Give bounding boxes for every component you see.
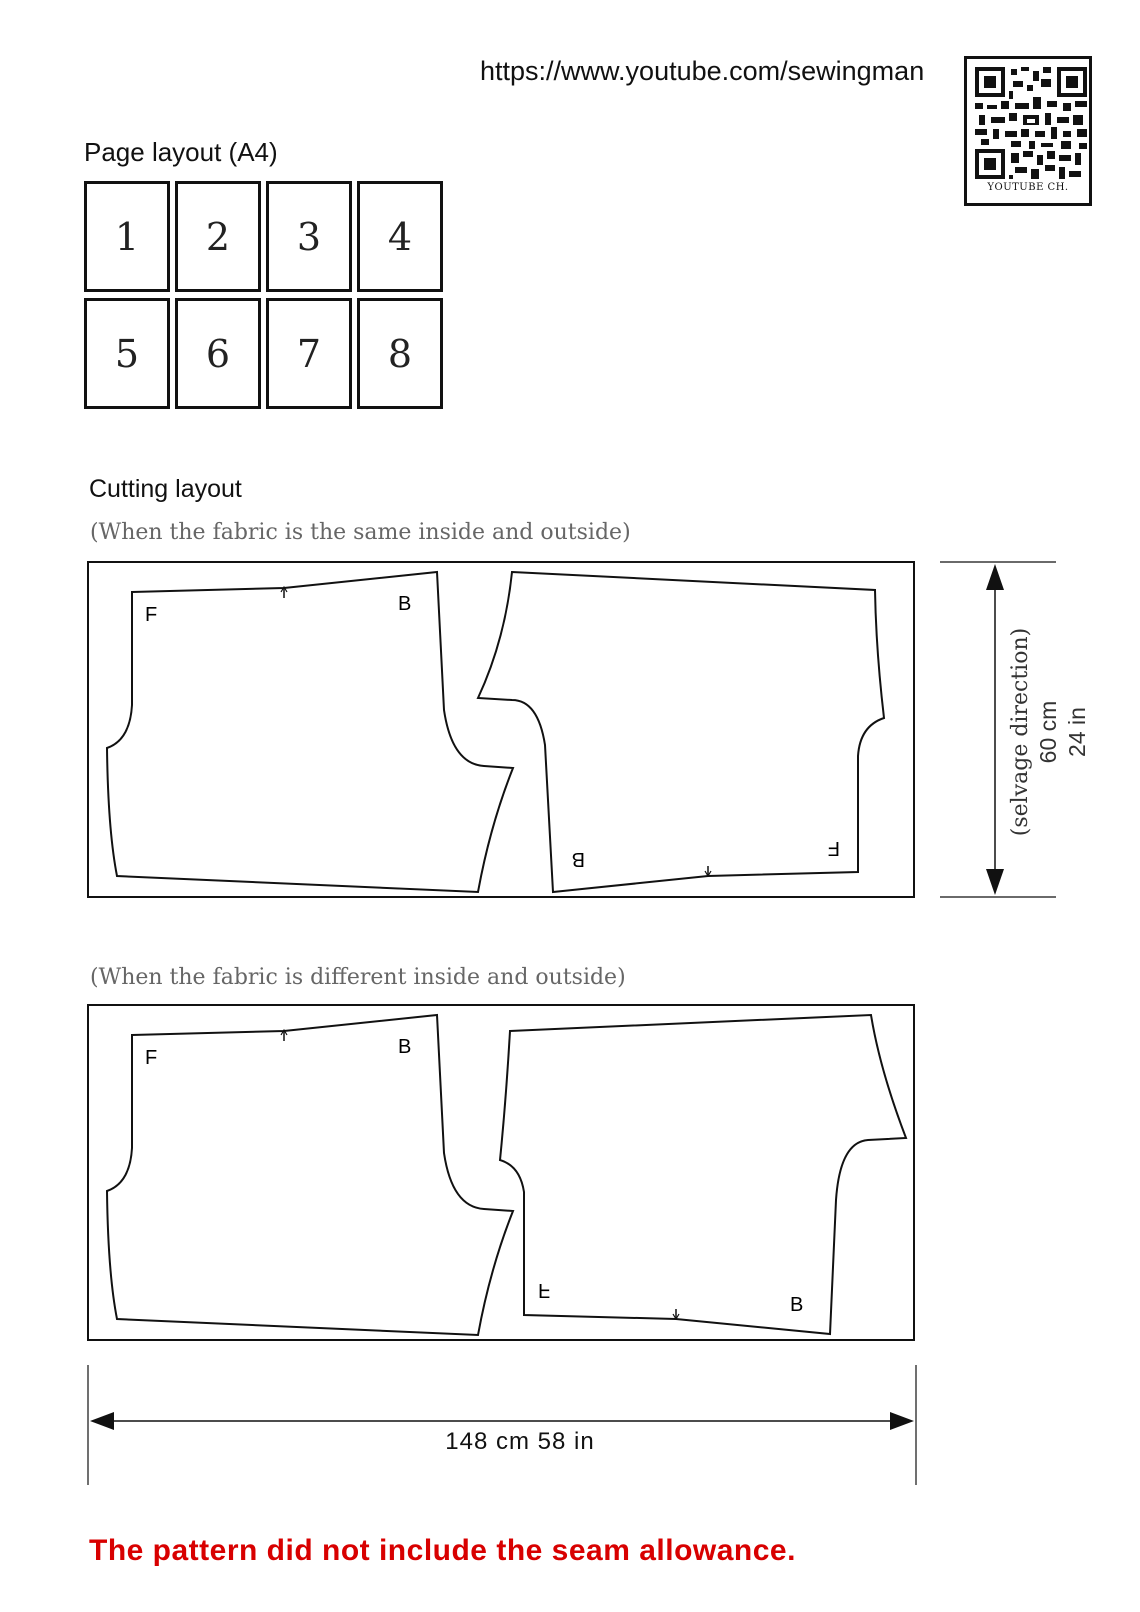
fabric-layout-same [0, 540, 1140, 920]
fabric-outline [88, 1005, 914, 1340]
arrow-up-icon [986, 564, 1004, 590]
front-label: F [145, 1047, 158, 1069]
height-in-label: 24 in [1064, 707, 1090, 757]
fabric-layout-different [0, 990, 1140, 1350]
qr-code [964, 56, 1092, 206]
page-layout-title: Page layout (A4) [84, 137, 278, 167]
back-label: B [398, 1036, 412, 1058]
page-cell: 4 [357, 181, 443, 292]
height-cm-label: 60 cm [1035, 700, 1061, 764]
pattern-piece-right [500, 1015, 906, 1334]
pattern-piece-left [107, 572, 513, 892]
back-label: B [398, 593, 412, 615]
pattern-piece-left [107, 1015, 513, 1335]
arrow-left-icon [90, 1412, 114, 1430]
page-cell: 5 [84, 298, 170, 409]
front-label: F [145, 604, 158, 626]
back-label: B [790, 1294, 804, 1316]
channel-url[interactable]: https://www.youtube.com/sewingman [480, 56, 925, 86]
page-cell: 7 [266, 298, 352, 409]
fabric-outline [88, 562, 914, 897]
width-dimension [0, 1360, 1140, 1490]
front-label: F [538, 1279, 551, 1301]
page-cell: 2 [175, 181, 261, 292]
page-cell: 8 [357, 298, 443, 409]
page-cell: 3 [266, 181, 352, 292]
cutting-layout-title: Cutting layout [89, 475, 242, 503]
seam-allowance-notice: The pattern did not include the seam allowance. [89, 1534, 796, 1567]
qr-code-icon [975, 67, 1087, 179]
arrow-down-icon [986, 869, 1004, 895]
height-direction-label: (selvage direction) [1008, 627, 1033, 837]
qr-caption: YOUTUBE CH. [987, 182, 1069, 193]
page-cell: 1 [84, 181, 170, 292]
back-label: B [571, 848, 585, 870]
front-label: F [827, 837, 840, 859]
different-side-caption: (When the fabric is different inside and outside) [90, 965, 626, 990]
pattern-piece-right [478, 572, 884, 892]
width-label: 148 cm 58 in [445, 1428, 595, 1455]
arrow-right-icon [890, 1412, 914, 1430]
same-side-caption: (When the fabric is the same inside and outside) [90, 520, 631, 545]
page-cell: 6 [175, 298, 261, 409]
page-layout-grid [84, 181, 444, 411]
